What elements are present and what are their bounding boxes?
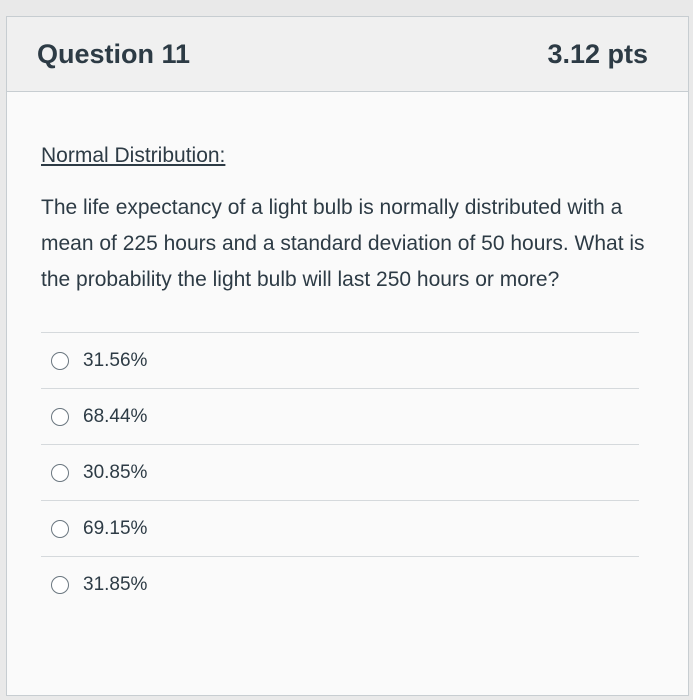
answer-label: 69.15%: [83, 517, 148, 539]
answer-list: [41, 332, 639, 612]
question-header: [7, 17, 688, 92]
answer-option[interactable]: [41, 444, 639, 500]
radio-button[interactable]: [51, 576, 69, 594]
answer-option[interactable]: [41, 500, 639, 556]
answer-label: 31.56%: [83, 349, 148, 371]
question-points: 3.12 pts: [547, 38, 648, 69]
answer-label: 31.85%: [83, 573, 148, 595]
question-text: The life expectancy of a light bulb is normally distributed with a mean of 225 hours and a standard deviation of 50 hours. What is the probability the light bulb will last 250 hours or more?: [41, 196, 645, 291]
question-body: [7, 92, 688, 612]
radio-button[interactable]: [51, 464, 69, 482]
answer-option[interactable]: [41, 556, 639, 612]
section-heading: Normal Distribution:: [41, 144, 226, 167]
radio-button[interactable]: [51, 352, 69, 370]
answer-option[interactable]: [41, 388, 639, 444]
question-title: Question 11: [37, 38, 191, 69]
answer-option[interactable]: [41, 332, 639, 388]
answer-label: 30.85%: [83, 461, 148, 483]
answer-label: 68.44%: [83, 405, 148, 427]
question-card: [6, 16, 689, 696]
radio-button[interactable]: [51, 520, 69, 538]
radio-button[interactable]: [51, 408, 69, 426]
